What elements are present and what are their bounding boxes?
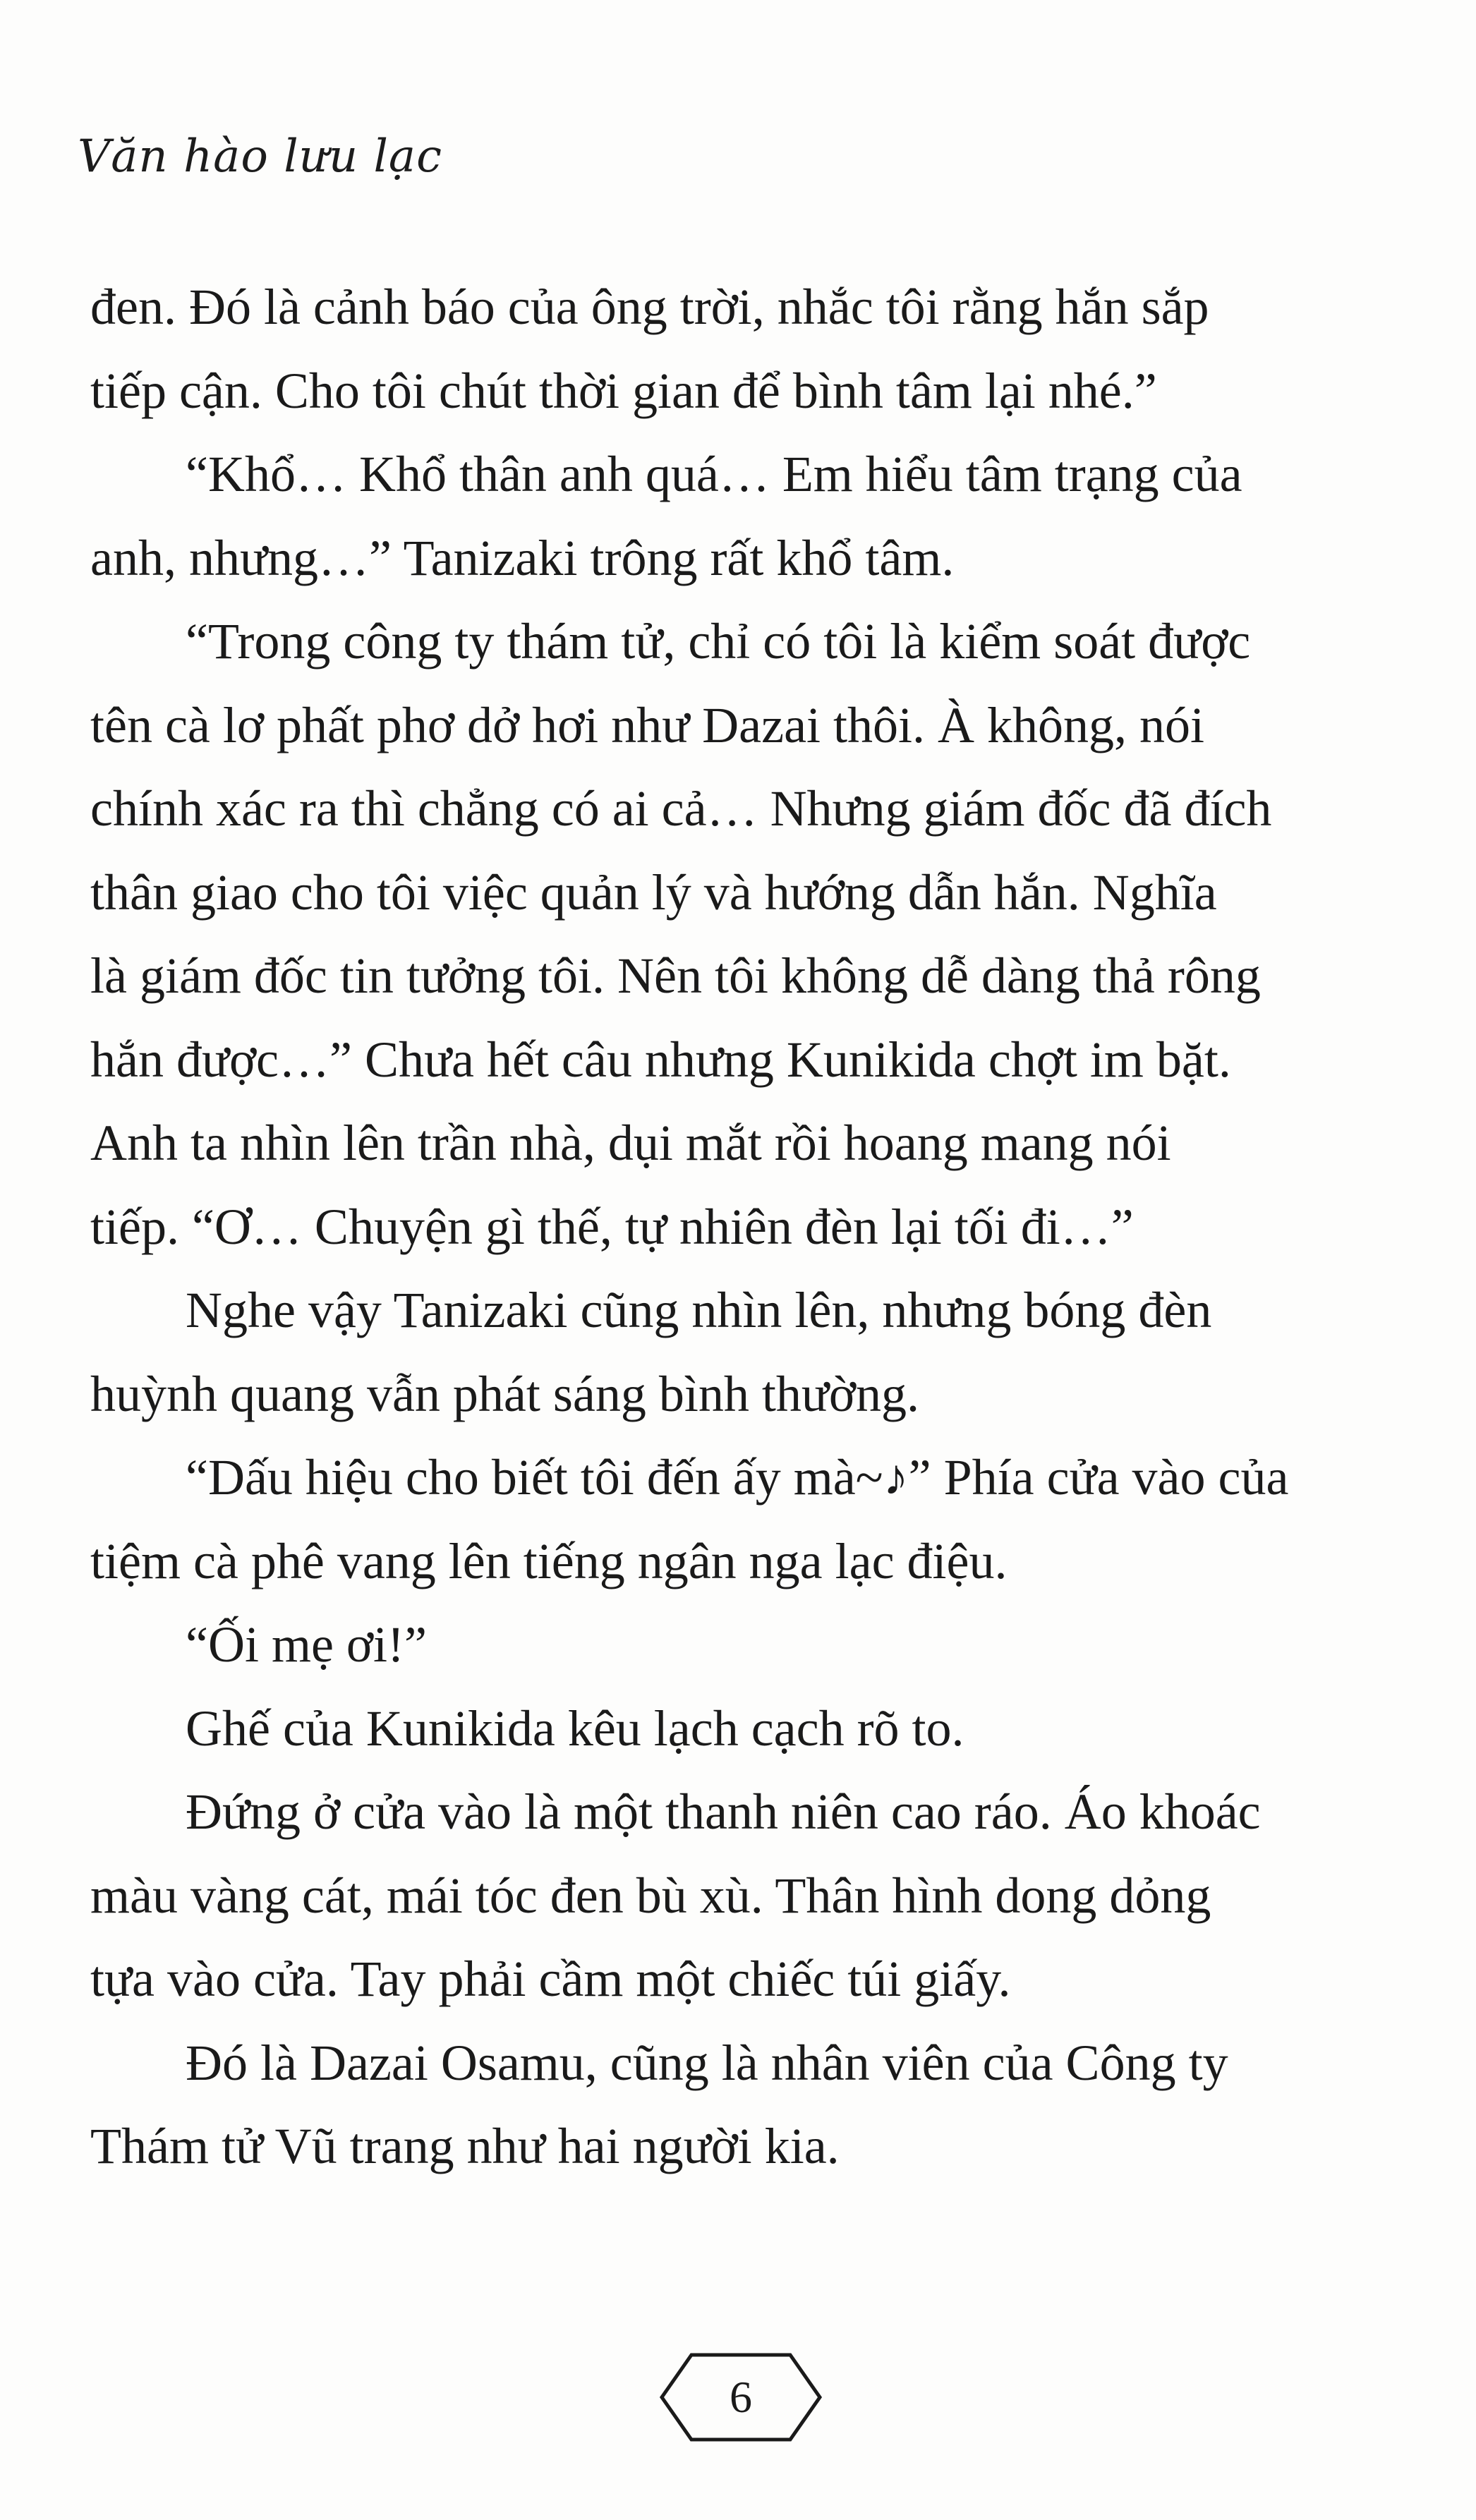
text-line: huỳnh quang vẫn phát sáng bình thường.: [90, 1365, 919, 1422]
text-line: tên cà lơ phất phơ dở hơi như Dazai thôi. À không, nói: [90, 696, 1205, 753]
text-line: “Khổ… Khổ thân anh quá… Em hiểu tâm trạng của: [186, 446, 1242, 502]
text-line: tựa vào cửa. Tay phải cầm một chiếc túi giấy.: [90, 1951, 1011, 2007]
text-line: hắn được…” Chưa hết câu nhưng Kunikida chợt im bặt.: [90, 1031, 1231, 1088]
text-line: tiếp. “Ơ… Chuyện gì thế, tự nhiên đèn lại tối đi…”: [90, 1198, 1134, 1255]
text-line: Đứng ở cửa vào là một thanh niên cao ráo. Áo khoác: [186, 1783, 1261, 1840]
text-line: đen. Đó là cảnh báo của ông trời, nhắc tôi rằng hắn sắp: [90, 279, 1209, 335]
text-line: màu vàng cát, mái tóc đen bù xù. Thân hình dong dỏng: [90, 1867, 1211, 1924]
text-line: “Trong công ty thám tử, chỉ có tôi là kiểm soát được: [186, 613, 1251, 670]
text-line: “Ối mẹ ơi!”: [186, 1616, 427, 1673]
text-line: tiếp cận. Cho tôi chút thời gian để bình tâm lại nhé.”: [90, 362, 1157, 419]
text-line: “Dấu hiệu cho biết tôi đến ấy mà~♪” Phía cửa vào của: [186, 1449, 1289, 1506]
text-line: Đó là Dazai Osamu, cũng là nhân viên của Công ty: [186, 2034, 1228, 2091]
running-header-title: Văn hào lưu lạc: [78, 131, 442, 183]
text-line: tiệm cà phê vang lên tiếng ngân nga lạc điệu.: [90, 1532, 1008, 1589]
text-line: chính xác ra thì chẳng có ai cả… Nhưng giám đốc đã đích: [90, 780, 1272, 837]
text-line: Ghế của Kunikida kêu lạch cạch rõ to.: [186, 1700, 964, 1757]
text-line: Thám tử Vũ trang như hai người kia.: [90, 2118, 840, 2174]
page-number-badge: [656, 2349, 825, 2445]
page-number: 6: [730, 2372, 752, 2422]
text-line: Anh ta nhìn lên trần nhà, dụi mắt rồi hoang mang nói: [90, 1115, 1171, 1171]
text-line: là giám đốc tin tưởng tôi. Nên tôi không dễ dàng thả rông: [90, 947, 1261, 1004]
text-line: anh, nhưng…” Tanizaki trông rất khổ tâm.: [90, 529, 955, 586]
text-line: Nghe vậy Tanizaki cũng nhìn lên, nhưng bóng đèn: [186, 1282, 1212, 1338]
body-text: [90, 265, 1417, 2188]
text-line: thân giao cho tôi việc quản lý và hướng dẫn hắn. Nghĩa: [90, 864, 1217, 921]
